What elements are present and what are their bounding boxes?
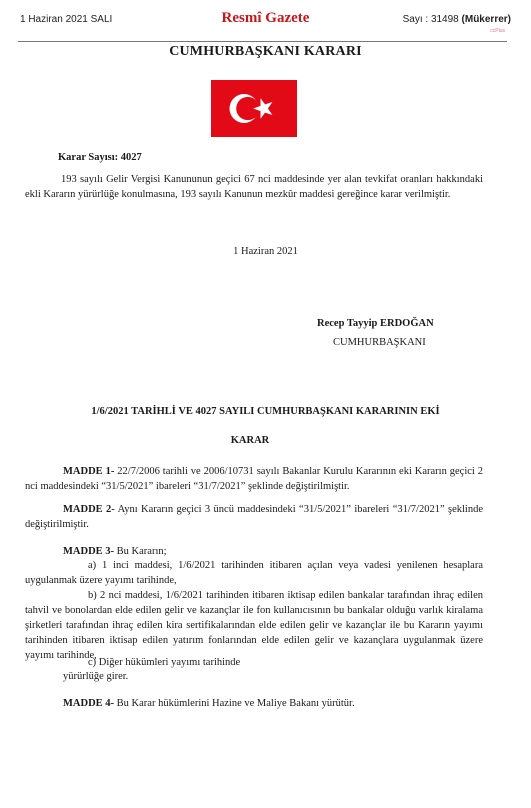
- annex-title: 1/6/2021 TARİHLİ VE 4027 SAYILI CUMHURBAŞKANI KARARININ EKİ: [91, 406, 440, 417]
- article-1: [25, 464, 483, 494]
- article-3: [25, 544, 483, 559]
- gazette-header: [0, 10, 531, 32]
- decree-intro: 193 sayılı Gelir Vergisi Kanununun geçici 67 nci maddesinde yer alan tevkifat oranları hakkındaki ekli Kararın yürürlüğe konulmasına, 193 sayılı Kanunun mezkûr maddesi gereğince karar verilmiştir.: [25, 174, 483, 200]
- karar-heading: KARAR: [230, 435, 270, 446]
- article-1-heading: MADDE 1-: [63, 466, 115, 477]
- article-2: [25, 502, 483, 532]
- article-3-text: Bu Kararın;: [116, 546, 167, 557]
- header-divider: [18, 41, 507, 42]
- header-date: 1 Haziran 2021 SALI: [20, 14, 113, 25]
- decree-title: CUMHURBAŞKANI KARARI: [169, 44, 362, 59]
- issue-supplement: (Mükerrer): [461, 14, 511, 25]
- signatory-name: Recep Tayyip ERDOĞAN: [317, 318, 434, 329]
- issue-number: [403, 14, 511, 25]
- issue-number-text: Sayı : 31498: [402, 14, 459, 25]
- article-4-heading: MADDE 4-: [63, 698, 115, 709]
- article-3-item-a: a) 1 inci maddesi, 1/6/2021 tarihinden itibaren açılan veya vadesi yenilenen hesaplara uygulanmak üzere yayımı tarihinde,: [25, 560, 483, 586]
- decision-number: Karar Sayısı: 4027: [58, 152, 142, 163]
- article-2-heading: MADDE 2-: [63, 504, 115, 515]
- article-4: [25, 696, 483, 711]
- signature-date: 1 Haziran 2021: [233, 246, 298, 257]
- article-1-text: 22/7/2006 tarihli ve 2006/10731 sayılı Bakanlar Kurulu Kararının eki Kararın geçici 2 nci maddesindeki “31/5/2021” ibareleri “31/7/2021” şeklinde değiştirilmiştir.: [25, 466, 484, 492]
- article-4-text: Bu Karar hükümlerini Hazine ve Maliye Bakanı yürütür.: [116, 698, 355, 709]
- gazette-name: Resmî Gazete: [221, 10, 310, 26]
- source-stamp: ccPlus: [490, 28, 505, 34]
- article-2-text: Aynı Kararın geçici 3 üncü maddesindeki “31/5/2021” ibareleri “31/7/2021” şeklinde değiştirilmiştir.: [25, 504, 483, 530]
- article-3-item-c: c) Diğer hükümleri yayımı tarihinde: [88, 657, 241, 668]
- turkish-flag-icon: [211, 80, 297, 137]
- signatory-title: CUMHURBAŞKANI: [333, 337, 426, 348]
- article-3-effect: yürürlüğe girer.: [63, 671, 129, 682]
- article-3-heading: MADDE 3-: [63, 546, 115, 557]
- article-3-item-b: b) 2 nci maddesi, 1/6/2021 tarihinden itibaren iktisap edilen bankalar tarafından ihraç edilen tahvil ve bonolardan elde edilen gelir ve kazançlar ile fon kullanıcısının bu bankalar olduğu varlık kiralama şirketleri tarafından ihraç edilen kira sertifikalarından elde edilen gelir ve kazançlar ile bu Kararın yayımı tarihinden itibaren iktisap edilen yatırım fonlarından elde edilen gelir ve kazançlara uygulanmak üzere yayımı tarihinde,: [25, 590, 483, 661]
